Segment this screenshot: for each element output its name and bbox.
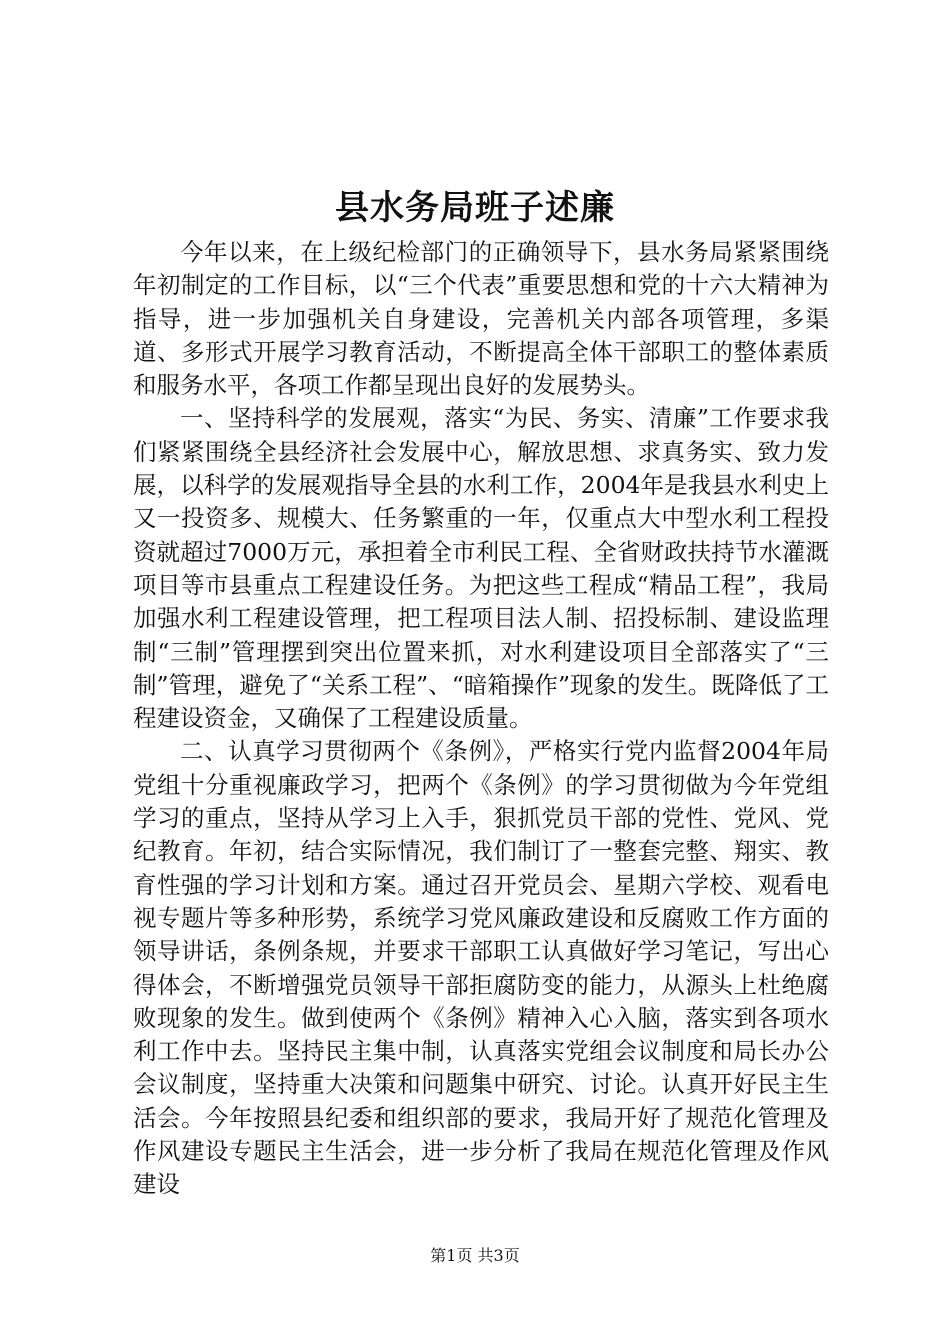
paragraph-section-2: 二、认真学习贯彻两个《条例》，严格实行党内监督2004年局党组十分重视廉政学习，把两个《条例》的学习贯彻做为今年党组学习的重点，坚持从学习上入手，狠抓党员干部的党性、党风、党纪教育。年初，结合实际情况，我们制订了一整套完整、翔实、教育性强的学习计划和方案。通过召开党员会、星期六学校、观看电视专题片等多种形势，系统学习党风廉政建设和反腐败工作方面的领导讲话，条例条规，并要求干部职工认真做好学习笔记，写出心得体会，不断增强党员领导干部拒腐防变的能力，从源头上杜绝腐败现象的发生。做到使两个《条例》精神入心入脑，落实到各项水利工作中去。坚持民主集中制，认真落实党组会议制度和局长办公会议制度，坚持重大决策和问题集中研究、讨论。认真开好民主生活会。今年按照县纪委和组织部的要求，我局开好了规范化管理及作风建设专题民主生活会，进一步分析了我局在规范化管理及作风建设: [133, 737, 829, 1199]
document-title: 县水务局班子述廉: [335, 188, 615, 228]
paragraph-section-1: 一、坚持科学的发展观，落实“为民、务实、清廉”工作要求我们紧紧围绕全县经济社会发展中心，解放思想、求真务实、致力发展，以科学的发展观指导全县的水利工作，2004年是我县水利史上又一投资多、规模大、任务繁重的一年，仅重点大中型水利工程投资就超过7000万元，承担着全市利民工程、全省财政扶持节水灌溉项目等市县重点工程建设任务。为把这些工程成“精品工程”，我局加强水利工程建设管理，把工程项目法人制、招投标制、建设监理制“三制”管理摆到突出位置来抓，对水利建设项目全部落实了“三制”管理，避免了“关系工程”、“暗箱操作”现象的发生。既降低了工程建设资金，又确保了工程建设质量。: [133, 404, 829, 733]
page-footer: 第1页 共3页: [430, 1246, 520, 1265]
document-body: [133, 236, 829, 1202]
paragraph-intro: 今年以来，在上级纪检部门的正确领导下，县水务局紧紧围绕年初制定的工作目标，以“三个代表”重要思想和党的十六大精神为指导，进一步加强机关自身建设，完善机关内部各项管理，多渠道、多形式开展学习教育活动，不断提高全体干部职工的整体素质和服务水平，各项工作都呈现出良好的发展势头。: [133, 238, 829, 400]
